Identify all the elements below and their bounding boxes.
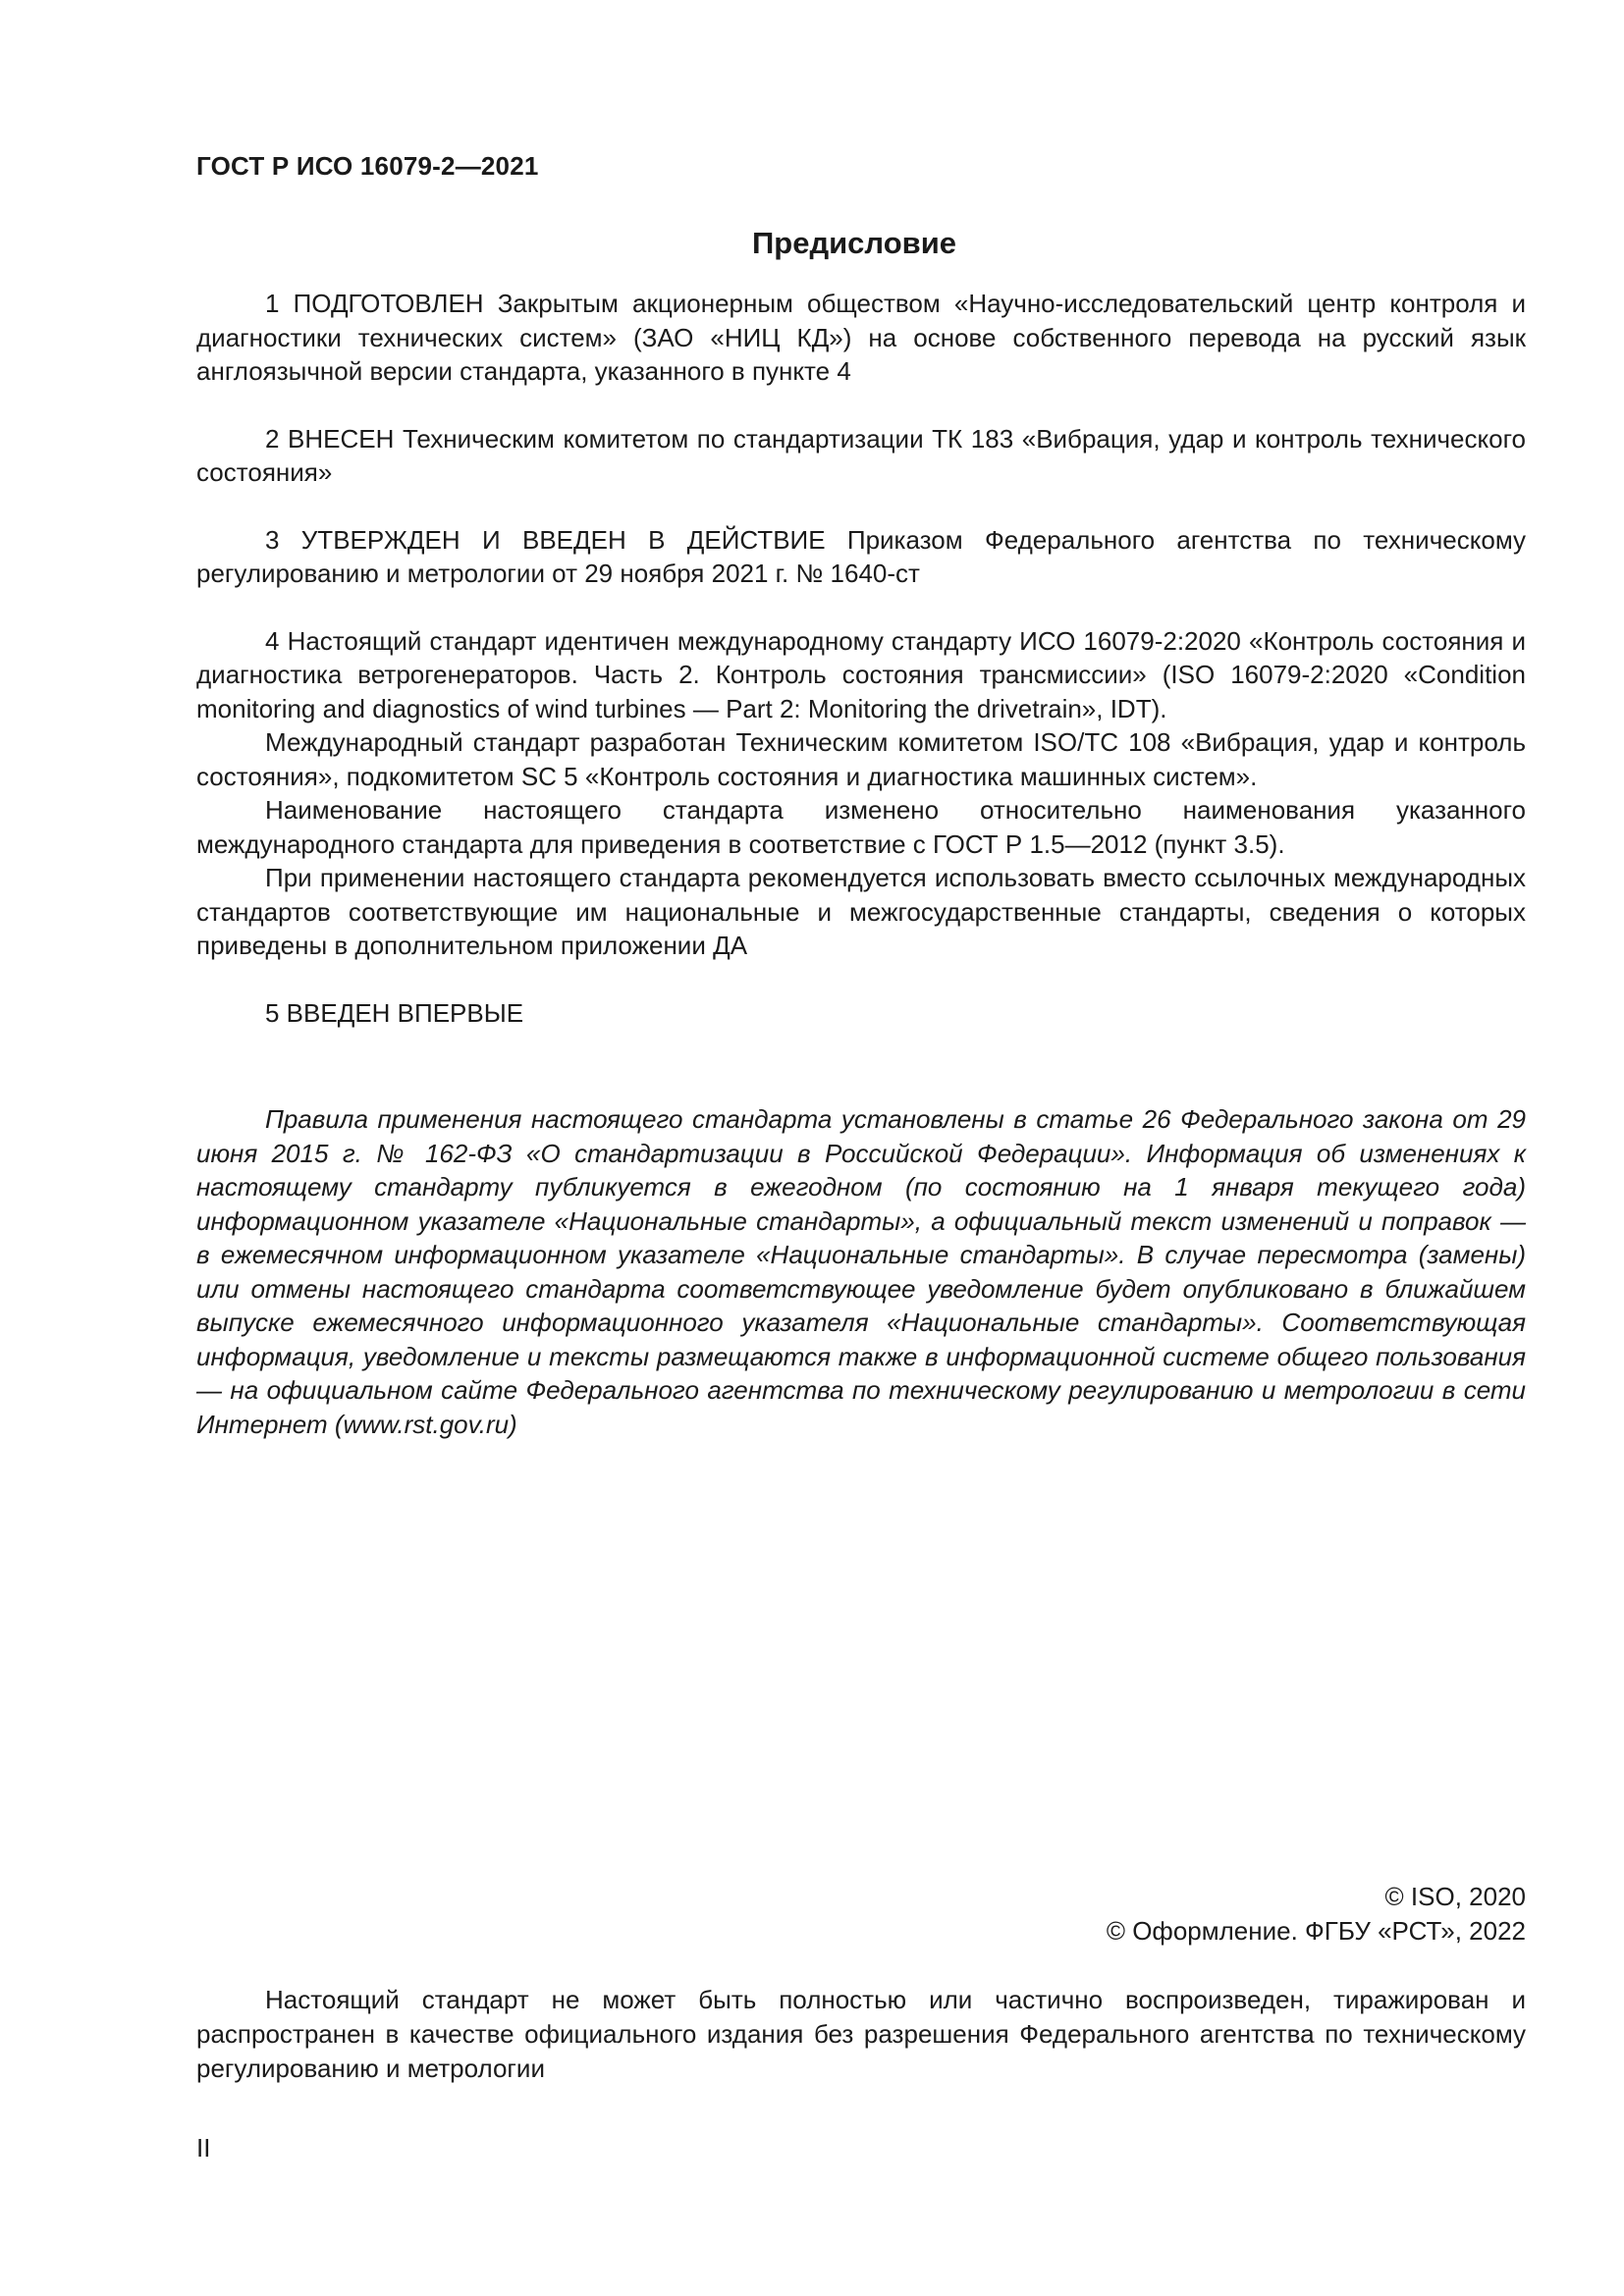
preface-body bbox=[196, 287, 1526, 1030]
rules-notice: Правила применения настоящего стандарта установлены в статье 26 Федерального закона от 29 июня 2015 г. № 162-ФЗ «О стандартизации в Российской Федерации». Информация об изменениях к настоящему стандарту публикуется в ежегодном (по состоянию на 1 января текущего года) информационном указателе «Национальные стандарты», а официальный текст изменений и поправок — в ежемесячном информационном указателе «Национальные стандарты». В случае пересмотра (замены) или отмены настоящего стандарта соответствующее уведомление будет опубликовано в ближайшем выпуске ежемесячного информационного указателя «Национальные стандарты». Соответствующая информация, уведомление и тексты размещаются также в информационной системе общего пользования — на официальном сайте Федерального агентства по техническому регулированию и метрологии в сети Интернет (www.rst.gov.ru) bbox=[196, 1104, 1526, 1439]
page-title: Предисловие bbox=[751, 226, 956, 260]
copyright-iso: © ISO, 2020 bbox=[1384, 1882, 1526, 1911]
copyright-block bbox=[1107, 1880, 1526, 1949]
standard-code-header: ГОСТ Р ИСО 16079-2—2021 bbox=[196, 151, 539, 181]
legal-notice: Настоящий стандарт не может быть полностью или частично воспроизведен, тиражирован и распространен в качестве официального издания без разрешения Федерального агентства по техническому регулированию и метрологии bbox=[196, 1985, 1526, 2083]
preface-item-5: 5 ВВЕДЕН ВПЕРВЫЕ bbox=[265, 997, 524, 1028]
preface-item-4-title-change: Наименование настоящего стандарта изменено относительно наименования указанного международного стандарта для приведения в соответствие с ГОСТ Р 1.5—2012 (пункт 3.5). bbox=[196, 795, 1526, 859]
preface-item-4-developer: Международный стандарт разработан Техническим комитетом ISO/TC 108 «Вибрация, удар и контроль состояния», подкомитетом SC 5 «Контроль состояния и диагностика машинных систем». bbox=[196, 727, 1526, 791]
preface-item-3: 3 УТВЕРЖДЕН И ВВЕДЕН В ДЕЙСТВИЕ Приказом Федерального агентства по техническому регулированию и метрологии от 29 ноября 2021 г. № 1640-ст bbox=[196, 524, 1526, 588]
preface-item-4: 4 Настоящий стандарт идентичен международному стандарту ИСО 16079-2:2020 «Контроль состояния и диагностика ветрогенераторов. Часть 2. Контроль состояния трансмиссии» (ISO 16079-2:2020 «Condition monitoring and diagnostics of wind turbines — Part 2: Monitoring the drivetrain», IDT). bbox=[196, 625, 1526, 723]
page-number: II bbox=[196, 2133, 211, 2163]
preface-item-1: 1 ПОДГОТОВЛЕН Закрытым акционерным обществом «Научно-исследовательский центр контроля и диагностики технических систем» (ЗАО «НИЦ КД») на основе собственного перевода на русский язык англоязычной версии стандарта, указанного в пункте 4 bbox=[196, 289, 1526, 386]
preface-item-4-references: При применении настоящего стандарта рекомендуется использовать вместо ссылочных международных стандартов соответствующие им национальные и межгосударственные стандарты, сведения о которых приведены в дополнительном приложении ДА bbox=[196, 863, 1526, 960]
copyright-design: © Оформление. ФГБУ «РСТ», 2022 bbox=[1106, 1916, 1526, 1946]
preface-item-2: 2 ВНЕСЕН Техническим комитетом по стандартизации ТК 183 «Вибрация, удар и контроль технического состояния» bbox=[196, 423, 1526, 487]
